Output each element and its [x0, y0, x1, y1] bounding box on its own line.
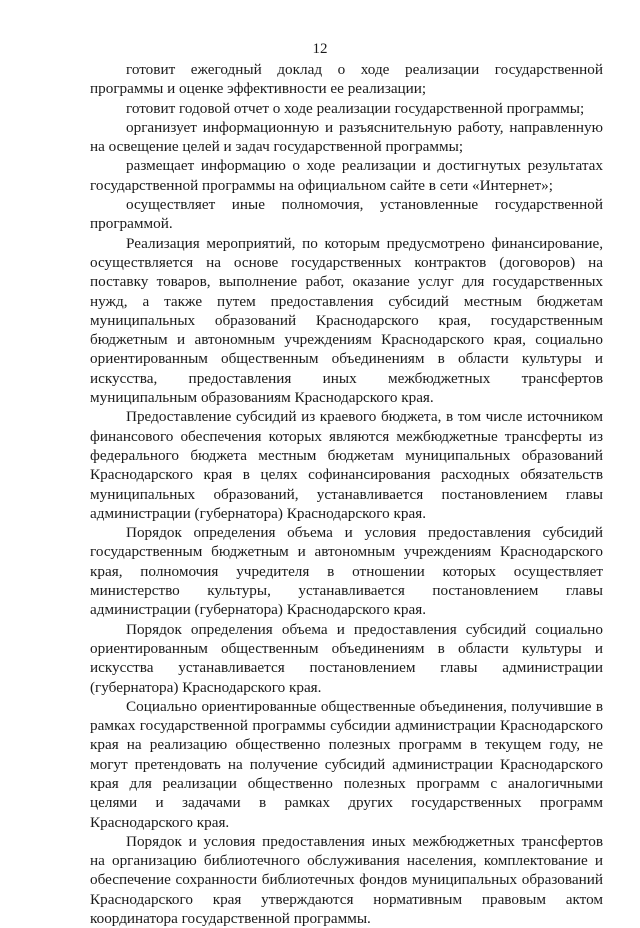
- paragraph-website-publication: размещает информацию о ходе реализации и достигнутых результатах государственной программы на официальном сайте в сети «Интернет»;: [90, 157, 603, 194]
- paragraph-activities-implementation: Реализация мероприятий, по которым предусмотрено финансирование, осуществляется на основе государственных контрактов (договоров) на поставку товаров, выполнение работ, оказание услуг для государственных нужд, а также путем предоставления субсидий местным бюджетам муниципальных образований Краснодарского края, государственным бюджетным и автономным учреждениям Краснодарского края, социально ориентированным общественным объединениям в области культуры и искусства, предоставления иных межбюджетных трансфертов муниципальным образованиям Краснодарского края.: [90, 234, 603, 407]
- document-body: [90, 60, 603, 928]
- paragraph-information-work: организует информационную и разъяснительную работу, направленную на освещение целей и задач государственной программы;: [90, 118, 603, 156]
- paragraph-regional-subsidies: Предоставление субсидий из краевого бюджета, в том числе источником финансового обеспечения которых являются межбюджетные трансферты из федерального бюджета местным бюджетам муниципальных образований Краснодарского края в целях софинансирования расходных обязательств муниципальных образований, устанавливается постановлением главы администрации (губернатора) Краснодарского края.: [90, 408, 603, 522]
- page-number: 12: [312, 41, 328, 57]
- paragraph-institution-subsidies: Порядок определения объема и условия предоставления субсидий государственным бюджетным и автономным учреждениям Краснодарского края, полномочия учредителя в отношении которых осуществляет министерство культуры, устанавливается постановлением главы администрации (губернатора) Краснодарского края.: [90, 524, 603, 619]
- paragraph-yearly-progress-report: готовит годовой отчет о ходе реализации государственной программы;: [126, 99, 585, 117]
- paragraph-ngo-subsidies: Порядок определения объема и предоставления субсидий социально ориентированным общественным объединениям в области культуры и искусства устанавливается постановлением главы администрации (губернатора) Краснодарского края.: [90, 620, 603, 696]
- paragraph-ngo-restrictions: Социально ориентированные общественные объединения, получившие в рамках государственной программы субсидии администрации Краснодарского края на реализацию общественно полезных программ в текущем году, не могут претендовать на получение субсидий администрации Краснодарского края для реализации общественно полезных программ с аналогичными целями и задачами в рамках других государственных программ Краснодарского края.: [90, 697, 603, 831]
- paragraph-library-transfers: Порядок и условия предоставления иных межбюджетных трансфертов на организацию библиотечного обслуживания населения, комплектование и обеспечение сохранности библиотечных фондов муниципальных образований Краснодарского края утверждаются нормативным правовым актом координатора государственной программы.: [90, 832, 603, 928]
- paragraph-other-powers: осуществляет иные полномочия, установленные государственной программой.: [90, 196, 603, 233]
- paragraph-annual-report: готовит ежегодный доклад о ходе реализации государственной программы и оценке эффективности ее реализации;: [90, 61, 603, 98]
